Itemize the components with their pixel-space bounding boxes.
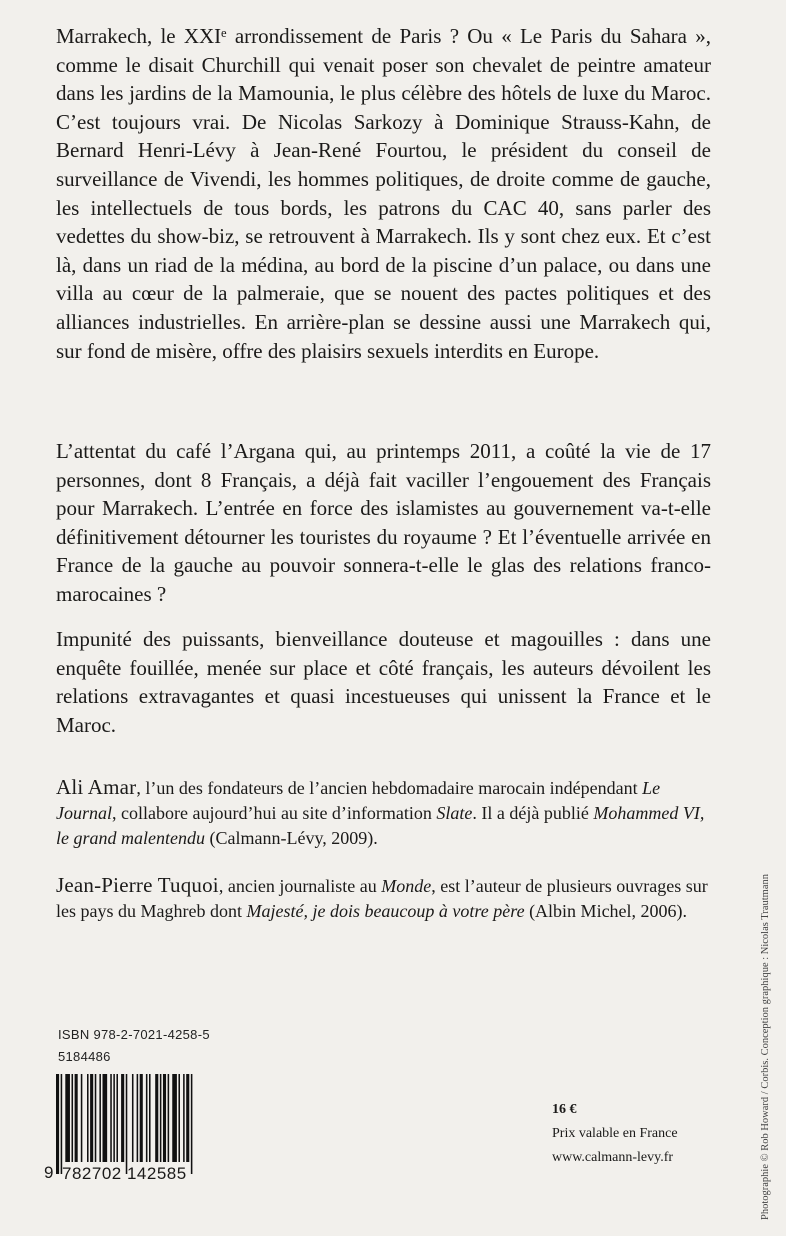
price-block (552, 1098, 678, 1170)
barcode-digits: 782702 142585 (62, 1164, 187, 1183)
barcode-bar (90, 1074, 93, 1162)
barcode-bar (172, 1074, 177, 1162)
price: 16 € (552, 1102, 577, 1117)
author-name: Jean-Pierre Tuquoi (56, 873, 219, 897)
barcode-bar (87, 1074, 89, 1162)
barcode-bar (56, 1074, 59, 1174)
barcode-bar (95, 1074, 97, 1162)
author-bio-jean-pierre-tuquoi (56, 873, 716, 924)
barcode-bar (168, 1074, 170, 1162)
summary-paragraph-2: L’attentat du café l’Argana qui, au printemps 2011, a coûté la vie de 17 personnes, dont 8 Français, a déjà fait vaciller l’engouement des Français pour Marrakech. L’entrée en force des islamistes au gouvernement va-t-elle définitivement détourner les touristes du royaume ? Et l’éventuelle arrivée en France de la gauche au pouvoir sonnera-t-elle le glas des relations franco-marocaines ? (56, 439, 711, 606)
bio-title: Mohammed VI, le grand malentendu (56, 803, 705, 848)
barcode-bar (75, 1074, 78, 1162)
summary-paragraph-1: Marrakech, le XXIᵉ arrondissement de Paris ? Ou « Le Paris du Sahara », comme le disait Churchill qui venait poser son chevalet de peintre amateur dans les jardins de la Mamounia, le plus célèbre des hôtels de luxe du Maroc. C’est toujours vrai. De Nicolas Sarkozy à Dominique Strauss-Kahn, de Bernard Henri-Lévy à Jean-René Fourtou, le président du conseil de surveillance de Vivendi, les hommes politiques, de droite comme de gauche, les intellectuels de tous bords, les patrons du CAC 40, sans parler des vedettes du show-biz, se retrouvent à Marrakech. Ils y sont chez eux. Et c’est là, dans un riad de la médina, au bord de la piscine d’un palace, ou dans une villa au cœur de la palmeraie, que se nouent des pactes politiques et des alliances industrielles. En arrière-plan se dessine aussi une Marrakech qui, sur fond de misère, offre des plaisirs sexuels interdits en Europe. (56, 24, 711, 363)
barcode-bar (116, 1074, 118, 1162)
bio-title: Le Journal (56, 778, 661, 823)
bio-text: , est l’auteur de plusieurs ouvrages sur les pays du Maghreb dont (56, 876, 708, 921)
barcode-bar (137, 1074, 139, 1162)
barcode-bar (110, 1074, 112, 1162)
bio-title: Slate (436, 803, 473, 823)
publisher-url: www.calmann-levy.fr (552, 1150, 674, 1165)
barcode-bar (183, 1074, 185, 1162)
bio-text: , ancien journaliste au (218, 876, 382, 896)
barcode-bar (61, 1074, 63, 1174)
bio-title: Majesté, je dois beaucoup à votre père (246, 901, 525, 921)
product-code: 5184486 (58, 1049, 111, 1064)
bio-text: (Calmann-Lévy, 2009). (204, 828, 378, 848)
barcode-bar (163, 1074, 166, 1162)
barcode-bar (99, 1074, 101, 1162)
barcode-bar (126, 1074, 128, 1174)
barcode-bar (65, 1074, 70, 1162)
bio-text: (Albin Michel, 2006). (524, 901, 688, 921)
barcode-bar (155, 1074, 158, 1162)
author-bio-ali-amar (56, 775, 716, 851)
photo-credit: Photographie © Rob Howard / Corbis. Conception graphique : Nicolas Trautmann (760, 874, 771, 1220)
barcode-bar (140, 1074, 143, 1162)
isbn-number: ISBN 978-2-7021-4258-5 (58, 1027, 210, 1042)
barcode-bar (160, 1074, 162, 1162)
barcode-bar (146, 1074, 148, 1162)
bio-text: , l’un des fondateurs de l’ancien hebdomadaire marocain indépendant (136, 778, 643, 798)
bio-title: Monde (381, 876, 432, 896)
barcode-bar (178, 1074, 180, 1162)
bio-text: . Il a déjà publié (472, 803, 594, 823)
barcode-bar (121, 1074, 124, 1162)
barcode-bar (132, 1074, 134, 1162)
summary-paragraph-3: Impunité des puissants, bienveillance douteuse et magouilles : dans une enquête fouillée, menée sur place et côté français, les auteurs dévoilent les relations extravagantes et quasi incestueuses qui unissent la France et le Maroc. (56, 627, 711, 737)
barcode-bar (186, 1074, 189, 1162)
barcode-bar (113, 1074, 115, 1162)
price-note: Prix valable en France (552, 1126, 678, 1141)
barcode-bar (103, 1074, 108, 1162)
barcode-bar (72, 1074, 74, 1162)
author-name: Ali Amar (56, 775, 137, 799)
barcode-bar (191, 1074, 193, 1174)
barcode-first-digit: 9 (44, 1163, 54, 1182)
barcode-bar (81, 1074, 83, 1162)
barcode (56, 1074, 232, 1174)
barcode-bar (149, 1074, 151, 1162)
bio-text: , collabore aujourd’hui au site d’information (112, 803, 437, 823)
